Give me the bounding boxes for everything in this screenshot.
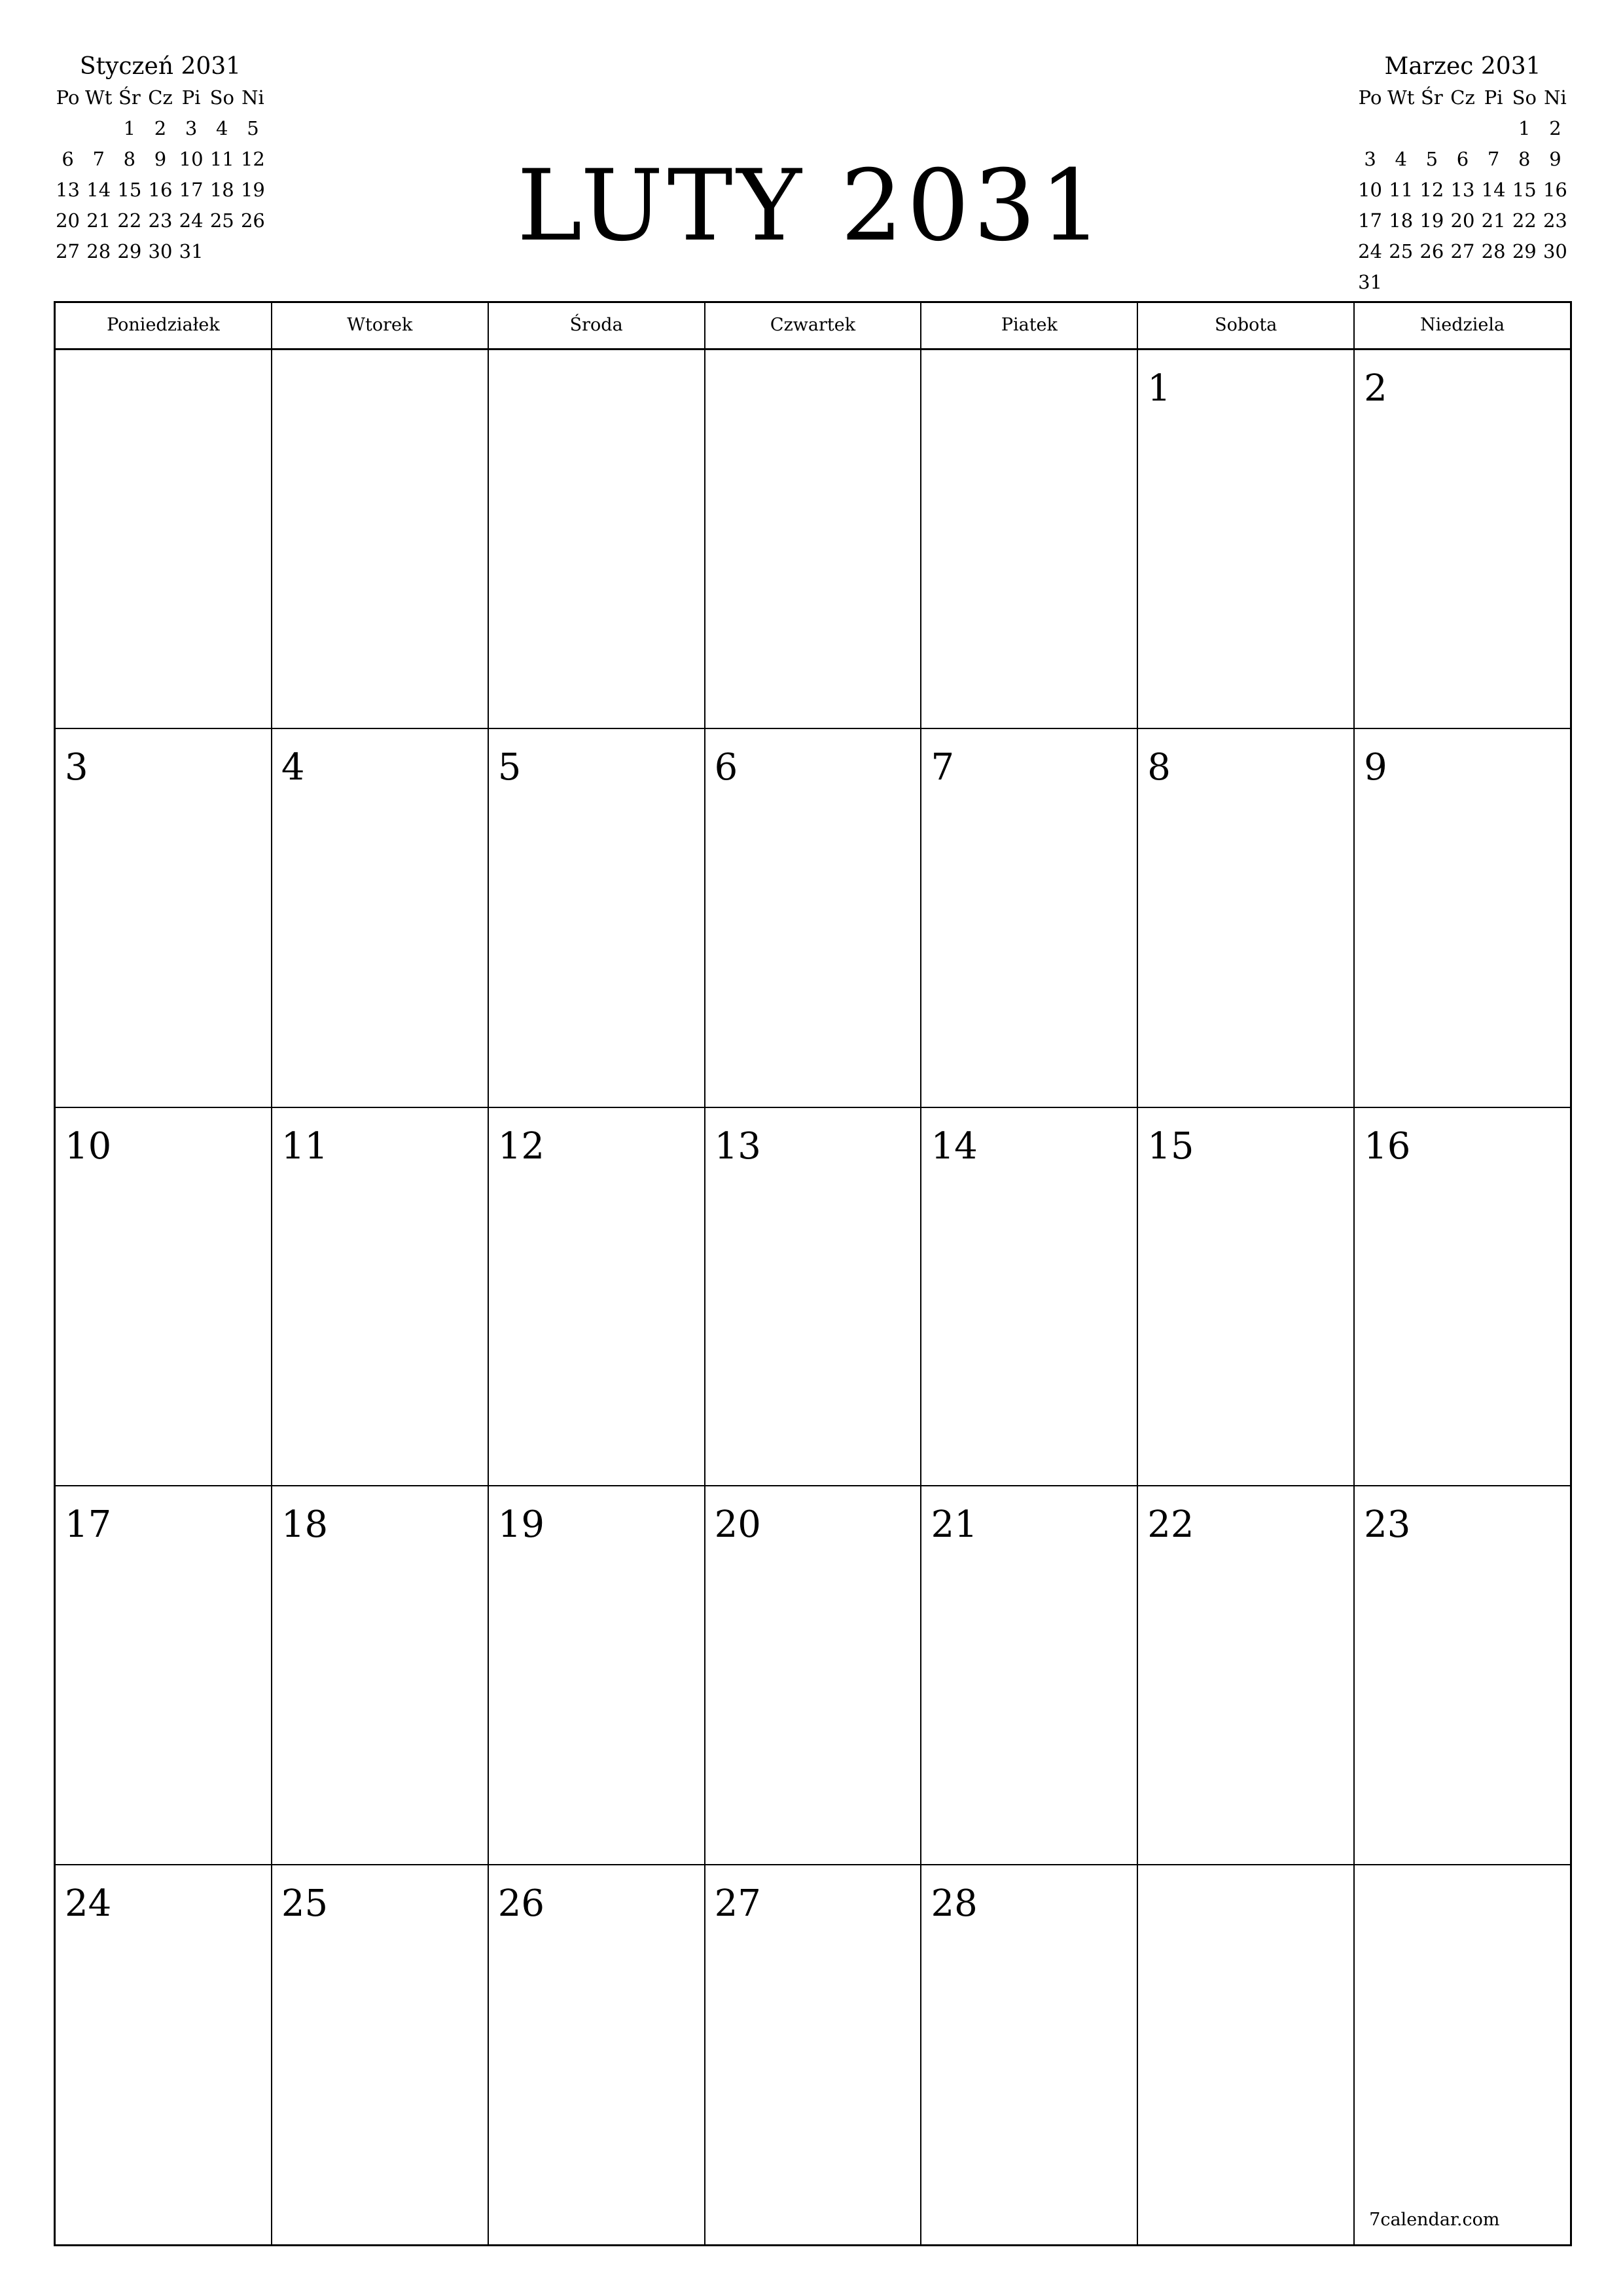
mini-day: 8 [123,148,136,170]
day-number: 5 [497,745,522,789]
day-cell [272,1486,489,1864]
week-row [56,350,1570,729]
day-number: 10 [65,1124,112,1168]
mini-day: 14 [86,179,111,201]
weekday-header: Niedziela [1420,315,1505,335]
mini-day: 14 [1481,179,1506,201]
day-cell [705,350,922,728]
day-cell [56,729,272,1107]
mini-day: 10 [1358,179,1383,201]
weekday-header: Sobota [1138,303,1355,348]
day-number: 1 [1147,367,1171,410]
day-number: 22 [1147,1503,1194,1547]
day-number: 20 [714,1503,761,1547]
mini-day: 4 [216,117,228,139]
mini-day: 22 [117,209,142,232]
mini-day: 1 [123,117,136,139]
mini-day: 25 [1389,240,1414,262]
mini-day: 26 [240,209,265,232]
day-cell [56,1865,272,2244]
day-cell [1355,1486,1570,1864]
day-cell [56,1108,272,1486]
day-number: 18 [281,1503,329,1547]
day-cell [272,1865,489,2244]
mini-day: 20 [1450,209,1475,232]
day-cell [1138,350,1355,728]
mini-day: 15 [117,179,142,201]
mini-day: 12 [1419,179,1444,201]
day-cell [705,1108,922,1486]
day-cell [489,729,705,1107]
mini-day [1416,113,1447,144]
mini-day: 27 [56,240,80,262]
day-cell [489,1865,705,2244]
day-cell [272,1108,489,1486]
day-number: 4 [281,745,305,789]
mini-day [1385,113,1416,144]
mini-calendar-grid [1355,82,1571,298]
day-number: 13 [714,1124,761,1168]
week-row [56,1486,1570,1865]
mini-weekday: Pi [181,86,201,109]
day-number: 15 [1147,1124,1194,1168]
day-cell [489,350,705,728]
day-cell [56,350,272,728]
day-cell [1355,1108,1570,1486]
mini-day: 26 [1419,240,1444,262]
day-cell [489,1486,705,1864]
mini-day: 13 [56,179,80,201]
weekday-header: Wtorek [272,303,489,348]
day-number: 12 [497,1124,544,1168]
mini-calendar-title: Styczeń 2031 [79,53,241,80]
mini-day: 21 [86,209,111,232]
mini-weekday: Śr [118,86,141,109]
weekday-header-row [56,303,1570,350]
mini-calendar-next [1355,51,1571,298]
weekday-header: Środa [489,303,705,348]
mini-day: 1 [1518,117,1531,139]
day-cell [1355,350,1570,728]
day-cell [705,1865,922,2244]
week-row [56,1865,1570,2244]
day-cell [921,1108,1138,1486]
day-number: 8 [1147,745,1171,789]
mini-day [1416,267,1447,298]
day-cell [705,729,922,1107]
mini-weekday: Wt [1387,86,1415,109]
mini-weekday: So [1512,86,1537,109]
week-row [56,729,1570,1108]
mini-day [1447,267,1478,298]
day-number: 17 [65,1503,112,1547]
day-cell [705,1486,922,1864]
mini-day: 13 [1450,179,1475,201]
mini-day: 4 [1395,148,1407,170]
mini-day: 18 [1389,209,1414,232]
mini-day: 16 [1543,179,1567,201]
day-cell [1138,1486,1355,1864]
mini-day: 11 [1389,179,1414,201]
day-cell [272,350,489,728]
mini-day: 15 [1512,179,1537,201]
mini-weekday: Ni [241,86,264,109]
mini-weekday: Ni [1544,86,1567,109]
weekday-header: Piatek [921,303,1138,348]
weekday-header: Poniedziałek [56,303,272,348]
mini-day: 6 [1456,148,1469,170]
mini-day: 28 [86,240,111,262]
day-cell [1355,1865,1570,2244]
day-cell [921,729,1138,1107]
mini-day [52,113,83,144]
mini-day: 28 [1481,240,1506,262]
day-cell [1138,729,1355,1107]
day-number: 9 [1364,745,1387,789]
mini-day: 9 [1549,148,1561,170]
mini-day: 7 [1487,148,1500,170]
mini-day [1478,267,1509,298]
day-cell [272,729,489,1107]
mini-day: 24 [179,209,204,232]
mini-day: 6 [62,148,74,170]
day-number: 16 [1364,1124,1411,1168]
day-number: 6 [714,745,738,789]
day-number: 3 [65,745,88,789]
day-cell [56,1486,272,1864]
mini-day: 5 [247,117,259,139]
mini-day: 12 [240,148,265,170]
mini-day: 20 [56,209,80,232]
day-number: 23 [1364,1503,1411,1547]
mini-day: 29 [1512,240,1537,262]
mini-day: 11 [209,148,234,170]
mini-day: 18 [209,179,234,201]
week-row [56,1108,1570,1487]
day-number: 21 [931,1503,978,1547]
day-number: 2 [1364,367,1387,410]
day-number: 25 [281,1882,329,1926]
mini-weekday: Cz [1450,86,1475,109]
mini-day [1385,267,1416,298]
mini-day [1540,267,1571,298]
day-cell [489,1108,705,1486]
mini-calendar-title: Marzec 2031 [1384,53,1541,80]
mini-weekday: Po [56,86,80,109]
mini-day: 27 [1450,240,1475,262]
page-title: LUTY 2031 [516,149,1107,263]
day-number: 26 [497,1882,544,1926]
mini-weekday: Pi [1484,86,1503,109]
day-cell [1355,729,1570,1107]
mini-day: 22 [1512,209,1537,232]
day-number: 24 [65,1882,112,1926]
mini-day: 10 [179,148,204,170]
mini-day: 29 [117,240,142,262]
day-cell [1138,1108,1355,1486]
mini-day: 21 [1481,209,1506,232]
mini-day: 3 [1364,148,1376,170]
day-number: 14 [931,1124,978,1168]
mini-day: 16 [148,179,173,201]
day-number: 7 [931,745,955,789]
mini-weekday: Śr [1420,86,1443,109]
day-number: 28 [931,1882,978,1926]
mini-weekday: Wt [84,86,113,109]
mini-day: 31 [1358,271,1383,293]
mini-day [83,113,114,144]
day-cell [921,350,1138,728]
day-cell [921,1486,1138,1864]
mini-weekday: So [209,86,234,109]
mini-weekday: Cz [148,86,173,109]
mini-day: 17 [179,179,204,201]
weeks [56,350,1570,2244]
mini-day [1478,113,1509,144]
month-grid [54,301,1572,2246]
mini-weekday: Po [1358,86,1382,109]
mini-day: 19 [240,179,265,201]
day-number: 11 [281,1124,329,1168]
mini-day: 2 [154,117,167,139]
day-number: 19 [497,1503,544,1547]
mini-day [1447,113,1478,144]
mini-day: 23 [1543,209,1567,232]
mini-day: 31 [179,240,204,262]
mini-day: 8 [1518,148,1531,170]
mini-day: 24 [1358,240,1383,262]
mini-day: 19 [1419,209,1444,232]
day-cell [1138,1865,1355,2244]
day-number: 27 [714,1882,761,1926]
mini-day [1509,267,1540,298]
mini-day: 9 [154,148,167,170]
weekday-header: Czwartek [705,303,922,348]
day-cell [921,1865,1138,2244]
mini-day: 23 [148,209,173,232]
mini-day: 30 [148,240,173,262]
mini-day: 3 [185,117,198,139]
mini-day: 17 [1358,209,1383,232]
mini-day [1355,113,1385,144]
site-credit: 7calendar.com [1369,2209,1500,2230]
mini-day: 7 [92,148,105,170]
mini-day: 2 [1549,117,1561,139]
mini-day: 5 [1425,148,1438,170]
mini-day: 25 [209,209,234,232]
mini-day: 30 [1543,240,1567,262]
